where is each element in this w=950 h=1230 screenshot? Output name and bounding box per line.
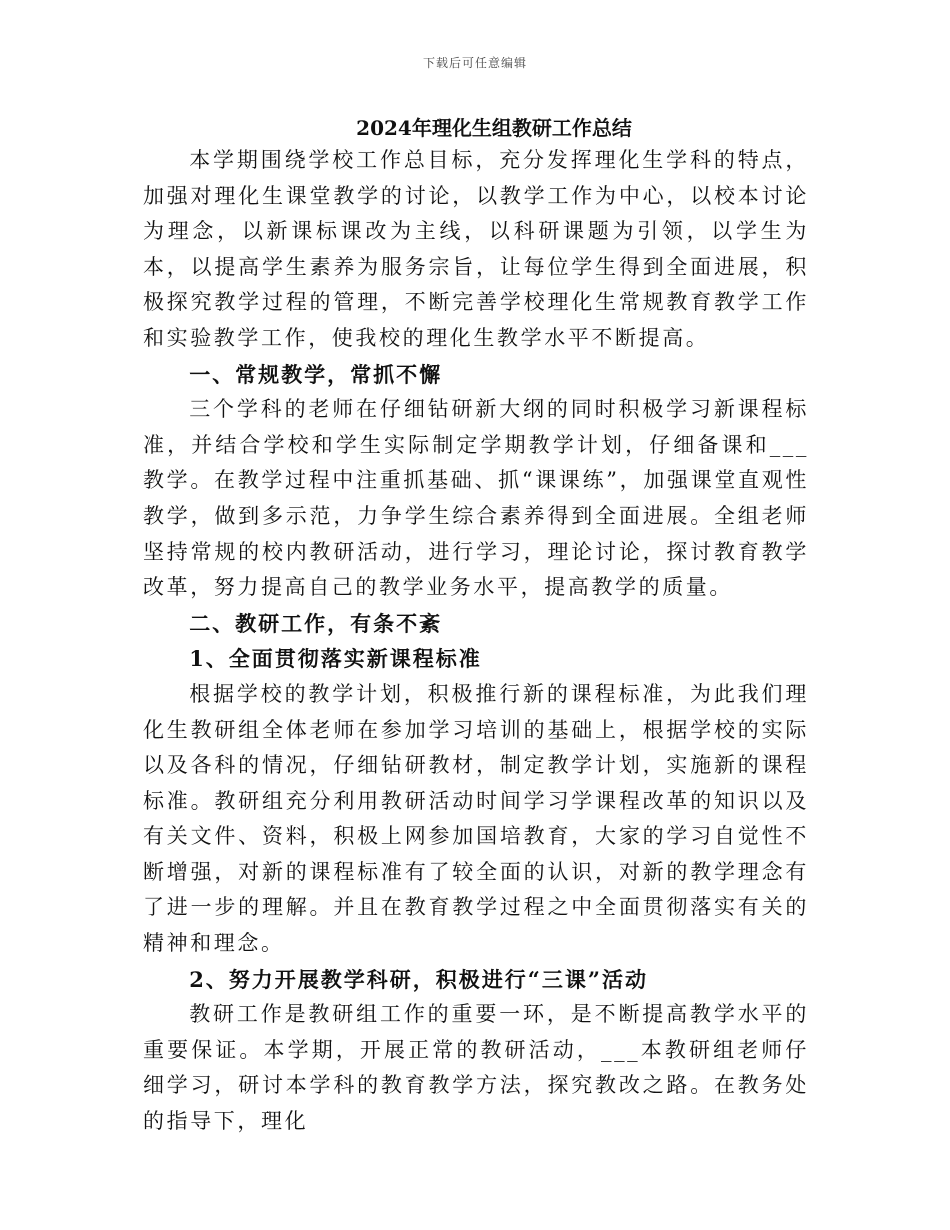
paragraph-intro: 本学期围绕学校工作总目标，充分发挥理化生学科的特点，加强对理化生课堂教学的讨论，以教学工作为中心，以校本讨论为理念，以新课标课改为主线，以科研课题为引领，以学生为本，以提高学生素养为服务宗旨，让每位学生得到全面进展，积极探究教学过程的管理，不断完善学校理化生常规教育教学工作和实验教学工作，使我校的理化生教学水平不断提高。 [143,148,809,350]
document-body [143,113,809,1140]
subsection-heading-2: 2、努力开展教学科研，积极进行“三课”活动 [189,966,648,992]
section-heading-1: 一、常规教学，常抓不懈 [189,361,443,387]
header-note: 下载后可任意编辑 [422,56,527,70]
paragraph-routine-teaching: 三个学科的老师在仔细钻研新大纲的同时积极学习新课程标准，并结合学校和学生实际制定学期教学计划，仔细备课和___教学。在教学过程中注重抓基础、抓“课课练”，加强课堂直观性教学，做到多示范，力争学生综合素养得到全面进展。全组老师坚持常规的校内教研活动，进行学习，理论讨论，探讨教育教学改革，努力提高自己的教学业务水平，提高教学的质量。 [143,397,809,600]
paragraph-curriculum-standard: 根据学校的教学计划，积极推行新的课程标准，为此我们理化生教研组全体老师在参加学习培训的基础上，根据学校的实际以及各科的情况，仔细钻研教材，制定教学计划，实施新的课程标准。教研组充分利用教研活动时间学习学课程改革的知识以及有关文件、资料，积极上网参加国培教育，大家的学习自觉性不断增强，对新的课程标准有了较全面的认识，对新的教学理念有了进一步的理解。并且在教育教学过程之中全面贯彻落实有关的精神和理念。 [143,681,809,956]
paragraph-teaching-research: 教研工作是教研组工作的重要一环，是不断提高教学水平的重要保证。本学期，开展正常的教研活动，___本教研组老师仔细学习，研讨本学科的教育教学方法，探究教改之路。在教务处的指导下，理化 [143,1002,809,1134]
document-title: 2024年理化生组教研工作总结 [356,116,632,140]
section-heading-2: 二、教研工作，有条不紊 [189,610,443,636]
subsection-heading-1: 1、全面贯彻落实新课程标准 [189,646,482,672]
